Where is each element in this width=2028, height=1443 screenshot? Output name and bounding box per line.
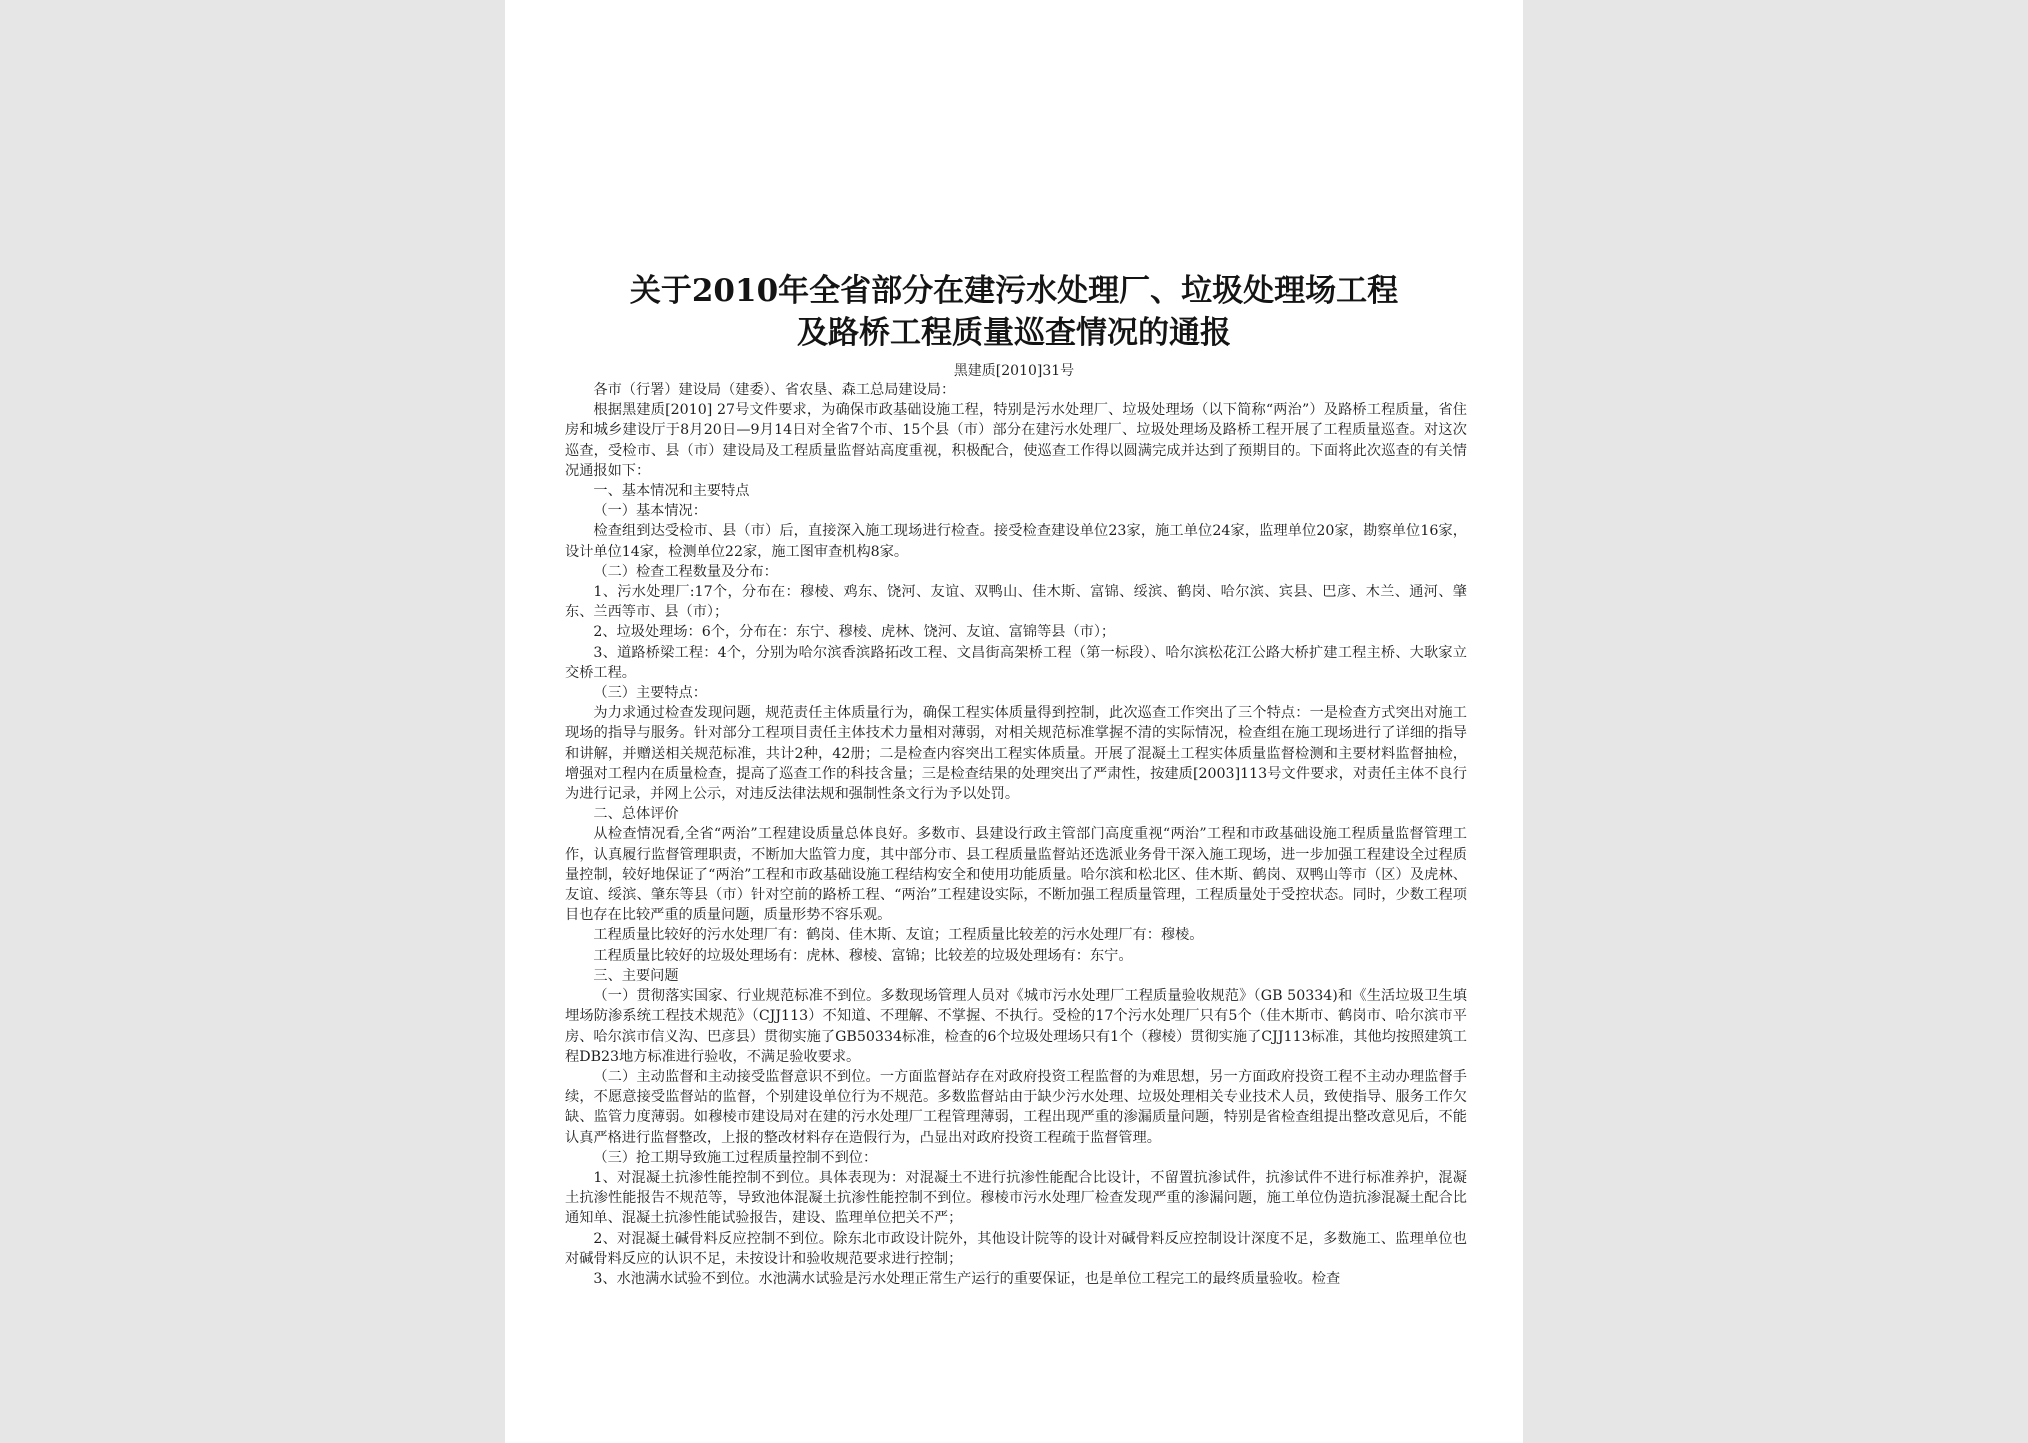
document-body: [565, 380, 1467, 1289]
body-paragraph: 2、垃圾处理场：6个，分布在：东宁、穆棱、虎林、饶河、友谊、富锦等县（市）；: [593, 624, 1116, 641]
title-line-2: 及路桥工程质量巡查情况的通报: [797, 315, 1231, 351]
body-paragraph: 各市（行署）建设局（建委）、省农垦、森工总局建设局：: [593, 382, 956, 398]
body-paragraph: （三）抢工期导致施工过程质量控制不到位：: [593, 1149, 878, 1166]
body-paragraph: 1、污水处理厂:17个，分布在：穆棱、鸡东、饶河、友谊、双鸭山、佳木斯、富锦、绥滨、鹤岗、哈尔滨、宾县、巴彦、木兰、通河、肇东、兰西等市、县（市）；: [565, 584, 1467, 621]
body-paragraph: 二、总体评价: [593, 806, 679, 823]
body-paragraph: 3、水池满水试验不到位。水池满水试验是污水处理正常生产运行的重要保证，也是单位工程完工的最终质量验收。检查: [593, 1270, 1341, 1287]
body-paragraph: （二）检查工程数量及分布：: [593, 563, 778, 580]
body-paragraph: 为力求通过检查发现问题，规范责任主体质量行为，确保工程实体质量得到控制，此次巡查工作突出了三个特点：一是检查方式突出对施工现场的指导与服务。针对部分工程项目责任主体技术力量相对薄弱，对相关规范标准掌握不清的实际情况，检查组在施工现场进行了详细的指导和讲解，并赠送相关规范标准，共计2种，42册；二是检查内容突出工程实体质量。开展了混凝土工程实体质量监督检测和主要材料监督抽检，增强对工程内在质量检查，提高了巡查工作的科技含量；三是检查结果的处理突出了严肃性，按建质[2003]113号文件要求，对责任主体不良行为进行记录，并网上公示，对违反法律法规和强制性条文行为予以处罚。: [565, 705, 1467, 803]
body-paragraph: 3、道路桥梁工程：4个，分别为哈尔滨香滨路拓改工程、文昌街高架桥工程（第一标段）、哈尔滨松花江公路大桥扩建工程主桥、大耿家立交桥工程。: [565, 644, 1467, 681]
body-paragraph: （三）主要特点：: [593, 685, 707, 702]
document-page: [505, 0, 1523, 1443]
body-paragraph: 三、主要问题: [593, 967, 679, 984]
body-paragraph: 工程质量比较好的污水处理厂有：鹤岗、佳木斯、友谊；工程质量比较差的污水处理厂有：穆棱。: [593, 927, 1204, 944]
body-paragraph: 从检查情况看,全省“两治”工程建设质量总体良好。多数市、县建设行政主管部门高度重视“两治”工程和市政基础设施工程质量监督管理工作，认真履行监督管理职责，不断加大监管力度，其中部分市、县工程质量监督站还选派业务骨干深入施工现场，进一步加强工程建设全过程质量控制，较好地保证了“两治”工程和市政基础设施工程结构安全和使用功能质量。哈尔滨和松北区、佳木斯、鹤岗、双鸭山等市（区）及虎林、友谊、绥滨、肇东等县（市）针对空前的路桥工程、“两治”工程建设实际，不断加强工程质量管理，工程质量处于受控状态。同时，少数工程项目也存在比较严重的质量问题，质量形势不容乐观。: [565, 826, 1467, 924]
body-paragraph: （一）贯彻落实国家、行业规范标准不到位。多数现场管理人员对《城市污水处理厂工程质量验收规范》（GB 50334)和《生活垃圾卫生填埋场防渗系统工程技术规范》（CJJ113）不知道、不理解、不掌握、不执行。受检的17个污水处理厂只有5个（佳木斯市、鹤岗市、哈尔滨市平房、哈尔滨市信义沟、巴彦县）贯彻实施了GB50334标准，检查的6个垃圾处理场只有1个（穆棱）贯彻实施了CJJ113标准，其他均按照建筑工程DB23地方标准进行验收，不满足验收要求。: [565, 988, 1467, 1065]
body-paragraph: 根据黑建质[2010] 27号文件要求，为确保市政基础设施工程，特别是污水处理厂、垃圾处理场（以下简称“两治”）及路桥工程质量，省住房和城乡建设厅于8月20日—9月14日对全省7个市、15个县（市）部分在建污水处理厂、垃圾处理场及路桥工程开展了工程质量巡查。对这次巡查，受检市、县（市）建设局及工程质量监督站高度重视，积极配合，使巡查工作得以圆满完成并达到了预期目的。下面将此次巡查的有关情况通报如下：: [565, 402, 1467, 479]
body-paragraph: （一）基本情况：: [593, 503, 707, 520]
body-paragraph: 2、对混凝土碱骨料反应控制不到位。除东北市政设计院外，其他设计院等的设计对碱骨料反应控制设计深度不足，多数施工、监理单位也对碱骨料反应的认识不足，未按设计和验收规范要求进行控制；: [565, 1230, 1467, 1267]
document-title: [505, 270, 1523, 354]
body-paragraph: 检查组到达受检市、县（市）后，直接深入施工现场进行检查。接受检查建设单位23家，施工单位24家，监理单位20家，勘察单位16家，设计单位14家，检测单位22家，施工图审查机构8家。: [565, 523, 1467, 560]
body-paragraph: （二）主动监督和主动接受监督意识不到位。一方面监督站存在对政府投资工程监督的为难思想，另一方面政府投资工程不主动办理监督手续，不愿意接受监督站的监督，个别建设单位行为不规范。多数监督站由于缺少污水处理、垃圾处理相关专业技术人员，致使指导、服务工作欠缺、监管力度薄弱。如穆棱市建设局对在建的污水处理厂工程管理薄弱，工程出现严重的渗漏质量问题，特别是省检查组提出整改意见后，不能认真严格进行监督整改，上报的整改材料存在造假行为，凸显出对政府投资工程疏于监督管理。: [565, 1068, 1467, 1146]
body-paragraph: 1、对混凝土抗渗性能控制不到位。具体表现为：对混凝土不进行抗渗性能配合比设计，不留置抗渗试件，抗渗试件不进行标准养护，混凝土抗渗性能报告不规范等，导致池体混凝土抗渗性能控制不到位。穆棱市污水处理厂检查发现严重的渗漏问题，施工单位伪造抗渗混凝土配合比通知单、混凝土抗渗性能试验报告，建设、监理单位把关不严；: [565, 1169, 1467, 1227]
body-paragraph: 工程质量比较好的垃圾处理场有：虎林、穆棱、富锦；比较差的垃圾处理场有：东宁。: [593, 947, 1133, 964]
title-line-1: 关于2010年全省部分在建污水处理厂、垃圾处理场工程: [629, 273, 1399, 309]
body-paragraph: 一、基本情况和主要特点: [593, 483, 750, 500]
document-number: 黑建质[2010]31号: [953, 363, 1075, 379]
